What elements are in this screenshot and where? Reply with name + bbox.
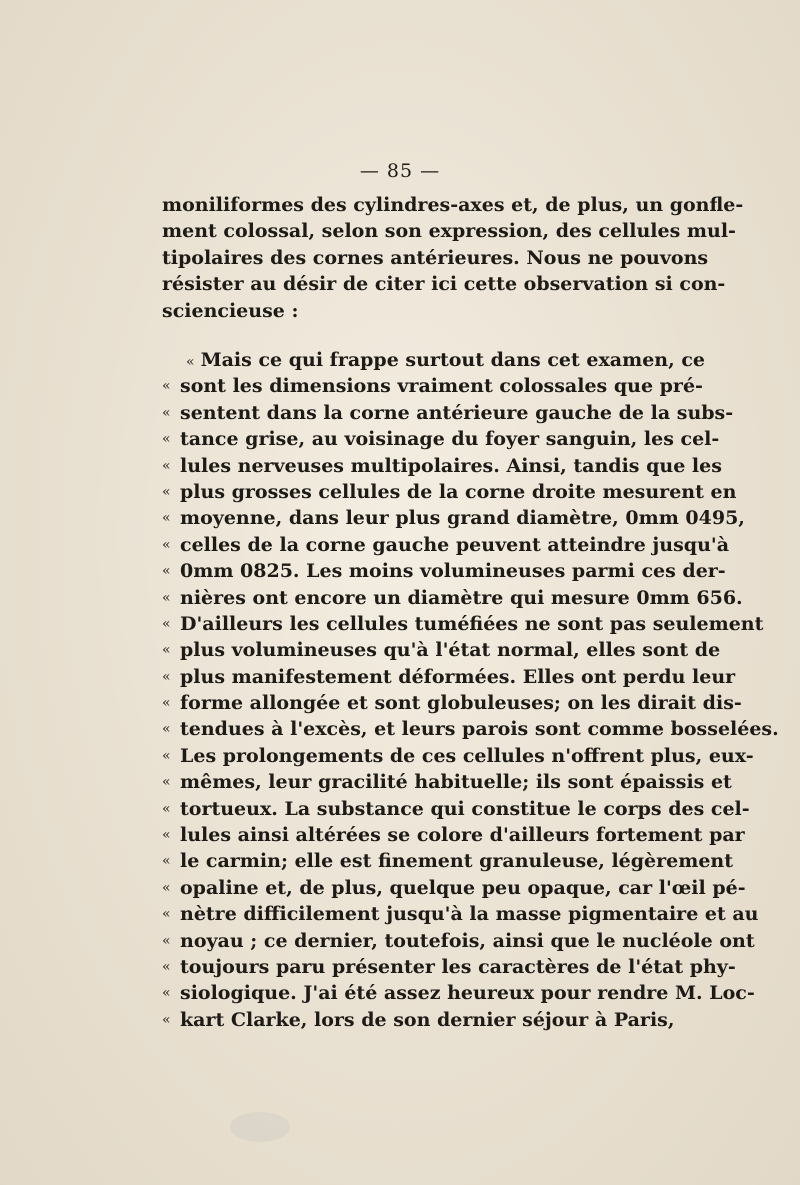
- quotation-mark: «: [186, 354, 195, 370]
- quotation-mark: «: [162, 800, 171, 817]
- quotation-mark: «: [162, 721, 171, 738]
- quote-line: [162, 901, 759, 927]
- quotation-mark: «: [162, 563, 171, 580]
- quote-line: [162, 479, 737, 505]
- quote-line-text: tendues à l'excès, et leurs parois sont comme bosselées.: [180, 718, 779, 741]
- quote-line: [162, 769, 732, 795]
- quote-line: [162, 373, 703, 399]
- quote-line: [162, 875, 746, 901]
- quote-line-text: toujours paru présenter les caractères de l'état phy-: [180, 955, 736, 978]
- quote-line: [162, 980, 755, 1006]
- quotation-mark: «: [162, 1011, 171, 1028]
- quotation-mark: «: [162, 668, 171, 685]
- quotation-mark: «: [162, 431, 171, 448]
- paper-stain: [230, 1112, 290, 1142]
- quote-line: [162, 1007, 675, 1033]
- quote-line-text: sentent dans la corne antérieure gauche de la subs-: [180, 401, 734, 424]
- quote-line: [162, 822, 745, 848]
- quotation-mark: «: [162, 510, 171, 527]
- text-line: ment colossal, selon son expression, des cellules mul-: [162, 220, 736, 243]
- quotation-mark: «: [162, 853, 171, 870]
- quote-line-text: forme allongée et sont globuleuses; on les dirait dis-: [180, 692, 742, 715]
- quote-line: [162, 716, 779, 742]
- quote-line-text: Mais ce qui frappe surtout dans cet examen, ce: [200, 349, 705, 371]
- quote-line: [162, 796, 750, 822]
- quote-line-text: celles de la corne gauche peuvent atteindre jusqu'à: [180, 533, 730, 556]
- quotation-mark: «: [162, 483, 171, 500]
- quotation-mark: «: [162, 932, 171, 949]
- quotation-mark: «: [162, 404, 171, 421]
- quote-line: [162, 585, 743, 611]
- paragraph-intro: [162, 192, 744, 324]
- quote-line: [162, 426, 720, 452]
- quote-line-text: plus grosses cellules de la corne droite mesurent en: [180, 480, 737, 503]
- quote-line: [162, 400, 734, 426]
- quote-line: [162, 743, 754, 769]
- quotation-mark: «: [162, 747, 171, 764]
- quotation-mark: «: [162, 774, 171, 791]
- quote-line-text: kart Clarke, lors de son dernier séjour à Paris,: [180, 1008, 675, 1031]
- quote-line-text: plus manifestement déformées. Elles ont perdu leur: [180, 665, 736, 688]
- quoted-observation: [162, 347, 779, 1033]
- quote-line-text: plus volumineuses qu'à l'état normal, elles sont de: [180, 639, 721, 662]
- text-line: sciencieuse :: [162, 299, 299, 322]
- quotation-mark: «: [162, 457, 171, 474]
- page-number: — 85 —: [359, 160, 441, 182]
- text-line: tipolaires des cornes antérieures. Nous ne pouvons: [162, 246, 709, 269]
- quote-line-text: nètre difficilement jusqu'à la masse pigmentaire et au: [180, 903, 759, 926]
- quote-line-text: moyenne, dans leur plus grand diamètre, 0mm 0495,: [180, 507, 745, 530]
- quote-line: [162, 505, 745, 531]
- quote-line: [162, 690, 742, 716]
- quote-line-text: D'ailleurs les cellules tuméfiées ne sont pas seulement: [180, 612, 764, 635]
- quote-line: [162, 558, 726, 584]
- quotation-mark: «: [162, 642, 171, 659]
- quote-line-text: tortueux. La substance qui constitue le corps des cel-: [180, 797, 750, 820]
- quotation-mark: «: [162, 906, 171, 923]
- quote-line-text: sont les dimensions vraiment colossales que pré-: [180, 375, 703, 398]
- quote-line-text: lules ainsi altérées se colore d'ailleurs fortement par: [180, 824, 745, 847]
- text-line: résister au désir de citer ici cette observation si con-: [162, 273, 726, 296]
- quotation-mark: «: [162, 536, 171, 553]
- quote-line: [162, 637, 721, 663]
- quotation-mark: «: [162, 985, 171, 1002]
- text-line: moniliformes des cylindres-axes et, de plus, un gonfle-: [162, 194, 744, 216]
- quotation-mark: «: [162, 879, 171, 896]
- quote-line: [162, 611, 764, 637]
- quote-line-text: tance grise, au voisinage du foyer sanguin, les cel-: [180, 428, 720, 451]
- quote-line: [162, 532, 730, 558]
- quote-line: [162, 453, 722, 479]
- quote-line-text: mêmes, leur gracilité habituelle; ils sont épaissis et: [180, 771, 732, 794]
- quote-line: [162, 347, 705, 373]
- quote-line: [162, 664, 736, 690]
- quote-line: [162, 848, 734, 874]
- quotation-mark: «: [162, 958, 171, 975]
- quotation-mark: «: [162, 827, 171, 844]
- quote-line-text: opaline et, de plus, quelque peu opaque, car l'œil pé-: [180, 876, 746, 899]
- quotation-mark: «: [162, 378, 171, 395]
- quote-line-text: le carmin; elle est finement granuleuse, légèrement: [180, 850, 734, 873]
- quote-line-text: nières ont encore un diamètre qui mesure 0mm 656.: [180, 586, 743, 609]
- quote-line-text: Les prolongements de ces cellules n'offrent plus, eux-: [180, 744, 754, 767]
- quotation-mark: «: [162, 615, 171, 632]
- quote-line: [162, 928, 755, 954]
- quote-line-text: noyau ; ce dernier, toutefois, ainsi que le nucléole ont: [180, 929, 755, 952]
- quote-line: [162, 954, 736, 980]
- quote-line-text: lules nerveuses multipolaires. Ainsi, tandis que les: [180, 454, 722, 477]
- quotation-mark: «: [162, 695, 171, 712]
- quotation-mark: «: [162, 589, 171, 606]
- quote-line-text: siologique. J'ai été assez heureux pour rendre M. Loc-: [180, 982, 755, 1005]
- quote-line-text: 0mm 0825. Les moins volumineuses parmi ces der-: [180, 560, 726, 583]
